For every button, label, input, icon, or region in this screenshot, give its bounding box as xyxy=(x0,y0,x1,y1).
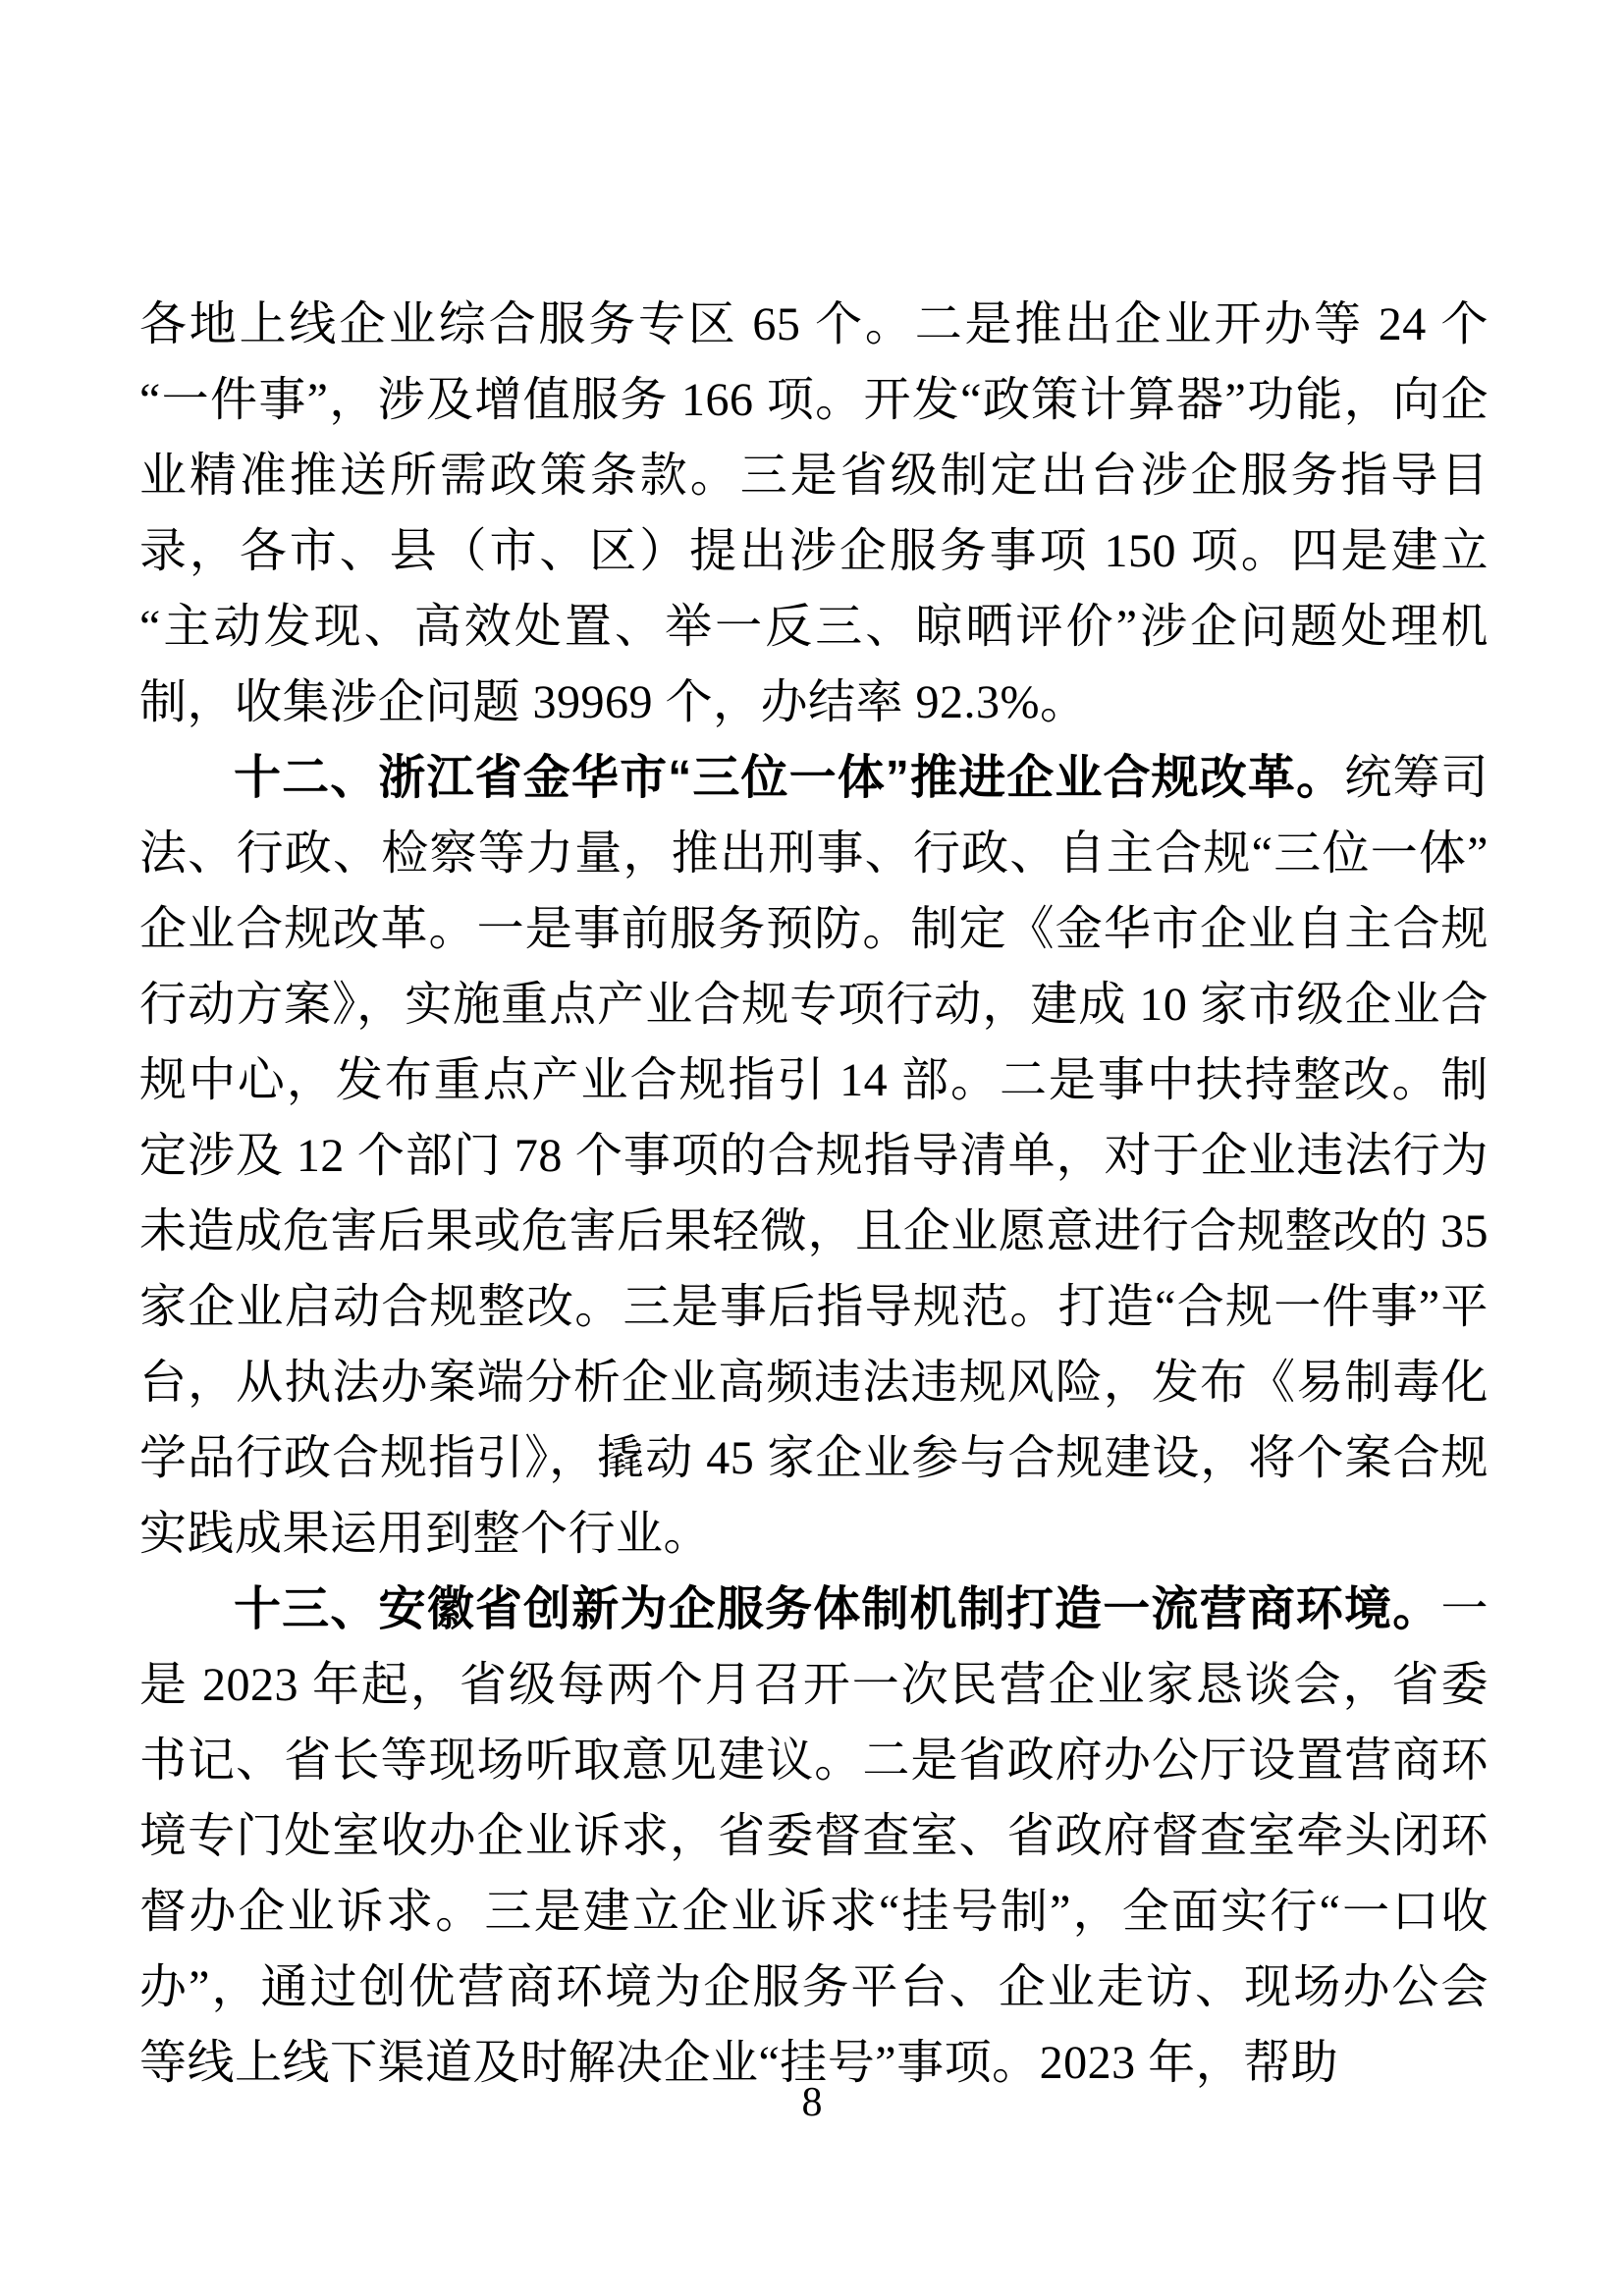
paragraph-text: 各地上线企业综合服务专区 65 个。二是推出企业开办等 24 个“一件事”，涉及增值服务 166 项。开发“政策计算器”功能，向企业精准推送所需政策条款。三是省级制定出台涉企服务指导目录，各市、县（市、区）提出涉企服务事项 150 项。四是建立“主动发现、高效处置、举一反三、晾晒评价”涉企问题处理机制，收集涉企问题 39969 个，办结率 92.3%。 xyxy=(139,298,1489,728)
paragraph-text: 统筹司法、行政、检察等力量，推出刑事、行政、自主合规“三位一体”企业合规改革。一是事前服务预防。制定《金华市企业自主合规行动方案》，实施重点产业合规专项行动，建成 10 家市级企业合规中心，发布重点产业合规指引 14 部。二是事中扶持整改。制定涉及 12 个部门 78 个事项的合规指导清单，对于企业违法行为未造成危害后果或危害后果轻微，且企业愿意进行合规整改的 35 家企业启动合规整改。三是事后指导规范。打造“合规一件事”平台，从执法办案端分析企业高频违法违规风险，发布《易制毒化学品行政合规指引》，撬动 45 家企业参与合规建设，将个案合规实践成果运用到整个行业。 xyxy=(139,752,1489,1560)
paragraph-text: 一是 2023 年起，省级每两个月召开一次民营企业家恳谈会，省委书记、省长等现场听取意见建议。二是省政府办公厅设置营商环境专门处室收办企业诉求，省委督查室、省政府督查室牵头闭环督办企业诉求。三是建立企业诉求“挂号制”，全面实行“一口收办”，通过创优营商环境为企服务平台、企业走访、现场办公会等线上线下渠道及时解决企业“挂号”事项。2023 年，帮助 xyxy=(139,1583,1489,2089)
page-number: 8 xyxy=(801,2080,823,2125)
section-heading-12: 十二、浙江省金华市“三位一体”推进企业合规改革。 xyxy=(234,752,1345,804)
paragraph-continuation xyxy=(139,287,1489,740)
paragraph-item-12 xyxy=(139,740,1489,1572)
paragraph-item-13 xyxy=(139,1572,1489,2101)
section-heading-13: 十三、安徽省创新为企服务体制机制打造一流营商环境。 xyxy=(234,1583,1441,1635)
document-body xyxy=(139,287,1489,2101)
